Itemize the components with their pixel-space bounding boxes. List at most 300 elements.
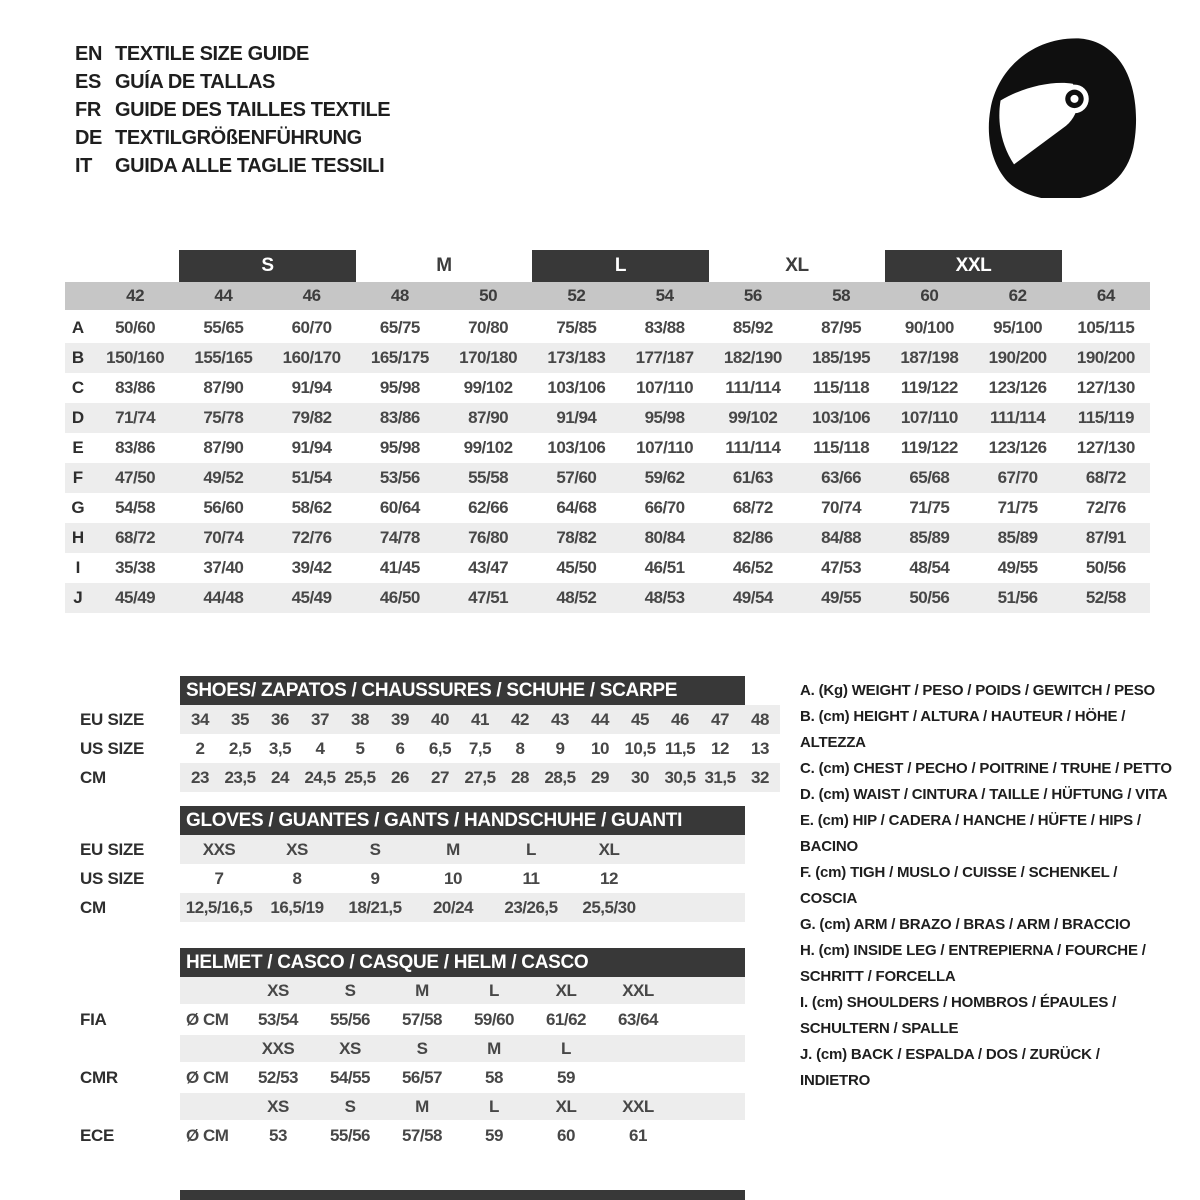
numeric-size-label: 60 xyxy=(920,286,939,305)
size-value: 37/40 xyxy=(203,558,244,577)
legend-item: E. (cm) HIP / CADERA / HANCHE / HÜFTE / HIPS / BACINO xyxy=(800,812,1141,855)
size-value: 71/75 xyxy=(909,498,950,517)
size-value: 46/50 xyxy=(379,588,420,607)
size-value: 40 xyxy=(431,709,449,729)
helmet-size-label: XS xyxy=(267,1096,289,1116)
size-value: 91/94 xyxy=(291,438,332,457)
size-value: 75/78 xyxy=(203,408,244,427)
size-value: 85/89 xyxy=(997,528,1038,547)
numeric-size-label: 46 xyxy=(302,286,321,305)
size-value: 60/70 xyxy=(291,318,332,337)
size-value: 51/54 xyxy=(291,468,332,487)
helmet-size-label: L xyxy=(489,980,499,1000)
row-key: H xyxy=(71,528,85,547)
size-value: 55/58 xyxy=(468,468,509,487)
helmet-size-value: 53/54 xyxy=(257,1009,299,1029)
size-value: L xyxy=(526,839,536,859)
helmet-size-label: M xyxy=(415,1096,429,1116)
size-value: 48/53 xyxy=(644,588,685,607)
table-row-e xyxy=(65,433,1150,463)
legend-item: H. (cm) INSIDE LEG / ENTREPIERNA / FOURCHE / SCHRITT / FORCELLA xyxy=(800,942,1146,985)
helmet-size-label: L xyxy=(561,1038,571,1058)
language-code: DE xyxy=(75,126,102,149)
size-value: 41 xyxy=(471,709,489,729)
row-label: EU SIZE xyxy=(80,839,145,859)
size-value: 63/66 xyxy=(821,468,862,487)
size-value: 43/47 xyxy=(468,558,509,577)
size-value: 49/52 xyxy=(203,468,244,487)
size-value: 45/49 xyxy=(115,588,156,607)
size-value: S xyxy=(369,839,381,859)
size-value: 11 xyxy=(522,868,540,888)
helmet-size-labels xyxy=(180,1093,745,1120)
size-value: 30,5 xyxy=(664,767,696,787)
helmet-size-value: 61/62 xyxy=(545,1009,587,1029)
size-value: 70/80 xyxy=(468,318,509,337)
row-label: US SIZE xyxy=(80,738,145,758)
guide-title: GUÍA DE TALLAS xyxy=(115,70,275,93)
size-value: 90/100 xyxy=(904,318,954,337)
helmet-size-labels xyxy=(180,977,745,1004)
size-value: 44 xyxy=(591,709,609,729)
size-value: 105/115 xyxy=(1077,318,1135,337)
size-value: 68/72 xyxy=(1085,468,1126,487)
language-title-line xyxy=(75,68,390,96)
size-value: 83/88 xyxy=(644,318,685,337)
legend-item: B. (cm) HEIGHT / ALTURA / HAUTEUR / HÖHE / ALTEZZA xyxy=(800,708,1126,751)
legend-item: C. (cm) CHEST / PECHO / POITRINE / TRUHE / PETTO xyxy=(800,760,1172,777)
language-title-line xyxy=(75,96,390,124)
size-value: 119/122 xyxy=(900,378,958,397)
size-value: 18/21,5 xyxy=(348,897,402,917)
size-value: 155/165 xyxy=(194,348,253,367)
size-value: 72/76 xyxy=(291,528,332,547)
size-value: 68/72 xyxy=(732,498,773,517)
helmet-size-row-ece xyxy=(65,1093,785,1120)
size-value: 26 xyxy=(391,767,409,787)
numeric-size-label: 62 xyxy=(1008,286,1027,305)
guide-title: TEXTILGRÖßENFÜHRUNG xyxy=(115,126,362,149)
row-label: EU SIZE xyxy=(80,709,145,729)
size-value: 95/98 xyxy=(644,408,685,427)
size-value: 115/118 xyxy=(813,438,870,457)
size-value: 107/110 xyxy=(636,378,694,397)
numeric-size-label: 44 xyxy=(214,286,233,305)
helmet-value-row-ece xyxy=(65,1120,785,1151)
language-code: ES xyxy=(75,70,101,93)
size-value: 24 xyxy=(271,767,289,787)
size-value: 123/126 xyxy=(988,438,1047,457)
helmet-size-label: XL xyxy=(555,980,577,1000)
helmet-size-row-cmr xyxy=(65,1035,785,1062)
size-value: 99/102 xyxy=(463,378,513,397)
size-value: 111/114 xyxy=(725,438,781,457)
helmet-size-value: 61 xyxy=(629,1125,647,1145)
gloves-section-header: GLOVES / GUANTES / GANTS / HANDSCHUHE / GUANTI xyxy=(180,806,745,835)
row-key: D xyxy=(71,408,85,427)
numeric-size-label: 54 xyxy=(655,286,674,305)
row-values xyxy=(180,893,745,922)
diameter-unit-label: Ø CM xyxy=(186,1067,229,1087)
helmet-size-section xyxy=(65,948,785,1151)
helmet-size-labels xyxy=(180,1035,745,1062)
size-value: 76/80 xyxy=(468,528,509,547)
size-group-l: L xyxy=(532,250,709,282)
size-value: 111/114 xyxy=(725,378,781,397)
numeric-size-band xyxy=(65,282,1150,310)
size-value: 50/60 xyxy=(115,318,156,337)
size-value: 7,5 xyxy=(468,738,492,758)
row-values xyxy=(180,864,745,893)
size-value: 49/54 xyxy=(732,588,773,607)
size-value: 16,5/19 xyxy=(270,897,324,917)
size-value: 177/187 xyxy=(635,348,694,367)
row-key: I xyxy=(75,558,81,577)
size-value: 71/74 xyxy=(115,408,156,427)
size-value: 58/62 xyxy=(291,498,332,517)
legend-item: I. (cm) SHOULDERS / HOMBROS / ÉPAULES / SCHULTERN / SPALLE xyxy=(800,994,1117,1037)
size-value: 66/70 xyxy=(644,498,685,517)
size-value: 71/75 xyxy=(997,498,1038,517)
helmet-size-label: XS xyxy=(267,980,289,1000)
size-value: 28 xyxy=(511,767,529,787)
diameter-unit-label: Ø CM xyxy=(186,1009,229,1029)
size-value: 35 xyxy=(231,709,249,729)
helmet-size-value: 52/53 xyxy=(257,1067,299,1087)
size-value: 61/63 xyxy=(732,468,773,487)
size-value: 51/56 xyxy=(997,588,1038,607)
language-title-line xyxy=(75,40,390,68)
size-value: 95/98 xyxy=(379,378,420,397)
size-value: 34 xyxy=(191,709,209,729)
size-value: 7 xyxy=(214,868,224,888)
size-value: 70/74 xyxy=(821,498,862,517)
size-value: 103/106 xyxy=(547,378,606,397)
size-value: 48/52 xyxy=(556,588,597,607)
helmet-value-row-cmr xyxy=(65,1062,785,1093)
numeric-size-label: 50 xyxy=(479,286,498,305)
size-value: 39/42 xyxy=(291,558,332,577)
size-value: 10 xyxy=(444,868,462,888)
size-value: 45 xyxy=(631,709,649,729)
size-value: 87/90 xyxy=(468,408,509,427)
helmet-size-label: S xyxy=(344,1096,356,1116)
row-key: F xyxy=(72,468,84,487)
size-value: 107/110 xyxy=(900,408,958,427)
size-value: 85/89 xyxy=(909,528,950,547)
row-label: CM xyxy=(80,767,106,787)
textile-measurement-rows xyxy=(65,313,1150,613)
helmet-values xyxy=(180,1120,745,1151)
size-value: 95/100 xyxy=(993,318,1043,337)
size-value: 111/114 xyxy=(990,408,1046,427)
size-value: 65/75 xyxy=(379,318,420,337)
size-value: 25,5/30 xyxy=(582,897,636,917)
numeric-size-label: 64 xyxy=(1096,286,1115,305)
numeric-size-label: 42 xyxy=(126,286,145,305)
helmet-size-label: XXL xyxy=(622,1096,654,1116)
size-value: 91/94 xyxy=(556,408,597,427)
size-value: 119/122 xyxy=(900,438,958,457)
size-value: 87/90 xyxy=(203,378,244,397)
size-value: 29 xyxy=(591,767,609,787)
helmet-size-value: 59/60 xyxy=(473,1009,515,1029)
size-value: 12,5/16,5 xyxy=(185,897,253,917)
size-value: 30 xyxy=(631,767,649,787)
size-value: 150/160 xyxy=(106,348,165,367)
size-row-us-size xyxy=(65,734,785,763)
helmet-values xyxy=(180,1004,745,1035)
size-value: 74/78 xyxy=(379,528,420,547)
size-value: 44/48 xyxy=(203,588,244,607)
size-value: 185/195 xyxy=(812,348,871,367)
size-value: 48 xyxy=(751,709,769,729)
size-value: 57/60 xyxy=(556,468,597,487)
guide-title: GUIDA ALLE TAGLIE TESSILI xyxy=(115,154,385,177)
row-values xyxy=(180,763,780,792)
textile-size-table xyxy=(65,250,1150,613)
numeric-size-label: 48 xyxy=(390,286,409,305)
size-value: 103/106 xyxy=(547,438,606,457)
size-group-header-row xyxy=(65,250,1150,282)
size-value: 12 xyxy=(711,738,729,758)
helmet-size-value: 57/58 xyxy=(401,1125,443,1145)
size-value: 4 xyxy=(315,738,325,758)
size-value: 165/175 xyxy=(370,348,429,367)
size-value: 24,5 xyxy=(304,767,336,787)
size-value: 25,5 xyxy=(344,767,376,787)
size-value: 160/170 xyxy=(282,348,341,367)
helmet-value-row-fia xyxy=(65,1004,785,1035)
row-key: C xyxy=(71,378,85,397)
size-value: 83/86 xyxy=(115,378,156,397)
size-row-cm xyxy=(65,763,785,792)
size-value: 190/200 xyxy=(1076,348,1135,367)
size-value: 28,5 xyxy=(544,767,576,787)
size-value: 9 xyxy=(555,738,565,758)
size-value: 64/68 xyxy=(556,498,597,517)
table-row-a xyxy=(65,313,1150,343)
size-value: XXS xyxy=(202,839,236,859)
size-value: 65/68 xyxy=(909,468,950,487)
size-value: 46 xyxy=(671,709,689,729)
size-value: XL xyxy=(598,839,620,859)
size-value: 85/92 xyxy=(732,318,773,337)
size-value: 50/56 xyxy=(909,588,950,607)
numeric-size-label: 58 xyxy=(832,286,851,305)
size-value: 75/85 xyxy=(556,318,597,337)
size-value: 47/51 xyxy=(468,588,509,607)
row-key: G xyxy=(71,498,85,517)
size-value: 99/102 xyxy=(463,438,513,457)
size-value: 8 xyxy=(515,738,525,758)
helmet-size-row-fia xyxy=(65,977,785,1004)
helmet-size-value: 59 xyxy=(557,1067,575,1087)
size-value: 10,5 xyxy=(624,738,656,758)
size-value: 31,5 xyxy=(704,767,736,787)
size-value: 82/86 xyxy=(732,528,773,547)
size-value: 87/95 xyxy=(821,318,862,337)
language-code: IT xyxy=(75,154,92,177)
size-value: XS xyxy=(286,839,308,859)
helmet-size-value: 59 xyxy=(485,1125,503,1145)
size-value: 78/82 xyxy=(556,528,597,547)
size-value: 48/54 xyxy=(909,558,950,577)
row-values xyxy=(180,734,780,763)
size-value: 38 xyxy=(351,709,369,729)
legend-item: A. (Kg) WEIGHT / PESO / POIDS / GEWITCH / PESO xyxy=(800,682,1155,699)
size-value: 8 xyxy=(292,868,302,888)
language-title-list xyxy=(75,40,390,180)
language-code: FR xyxy=(75,98,101,121)
helmet-size-value: 55/56 xyxy=(329,1125,371,1145)
size-value: 67/70 xyxy=(997,468,1038,487)
legend-item: D. (cm) WAIST / CINTURA / TAILLE / HÜFTUNG / VITA xyxy=(800,786,1168,803)
size-value: 2,5 xyxy=(228,738,252,758)
measurement-legend xyxy=(800,678,1172,1094)
size-value: 87/91 xyxy=(1085,528,1126,547)
size-value: 6,5 xyxy=(428,738,452,758)
size-value: 55/65 xyxy=(203,318,244,337)
size-value: 11,5 xyxy=(664,738,696,758)
size-value: 68/72 xyxy=(115,528,156,547)
numeric-size-label: 56 xyxy=(743,286,762,305)
guide-title: GUIDE DES TAILLES TEXTILE xyxy=(115,98,391,121)
helmet-size-label: S xyxy=(344,980,356,1000)
shoes-size-section xyxy=(65,676,785,792)
table-row-d xyxy=(65,403,1150,433)
size-value: 32 xyxy=(751,767,769,787)
size-value: 6 xyxy=(395,738,405,758)
size-value: 23/26,5 xyxy=(504,897,558,917)
size-value: 107/110 xyxy=(636,438,694,457)
size-value: 115/119 xyxy=(1077,408,1134,427)
helmet-size-label: XL xyxy=(555,1096,577,1116)
helmet-size-value: 54/55 xyxy=(329,1067,371,1087)
size-value: 170/180 xyxy=(459,348,518,367)
language-code: EN xyxy=(75,42,102,65)
row-key: A xyxy=(71,318,85,337)
legend-item: G. (cm) ARM / BRAZO / BRAS / ARM / BRACCIO xyxy=(800,916,1131,933)
size-value: 99/102 xyxy=(728,408,778,427)
size-row-eu-size xyxy=(65,835,785,864)
standard-label: ECE xyxy=(80,1125,115,1145)
size-value: 173/183 xyxy=(547,348,606,367)
table-row-g xyxy=(65,493,1150,523)
size-value: 47 xyxy=(711,709,729,729)
size-value: 39 xyxy=(391,709,409,729)
size-value: 91/94 xyxy=(291,378,332,397)
helmet-size-label: S xyxy=(416,1038,428,1058)
numeric-size-label: 52 xyxy=(567,286,586,305)
size-value: 46/51 xyxy=(644,558,685,577)
size-value: 2 xyxy=(195,738,205,758)
row-values xyxy=(180,705,780,734)
size-value: 23,5 xyxy=(224,767,256,787)
size-value: 5 xyxy=(355,738,365,758)
size-group-m: M xyxy=(436,255,452,276)
size-value: 3,5 xyxy=(268,738,292,758)
size-value: 187/198 xyxy=(900,348,959,367)
size-value: 54/58 xyxy=(115,498,156,517)
row-key: E xyxy=(72,438,84,457)
size-value: 190/200 xyxy=(988,348,1047,367)
shoes-section-header: SHOES/ ZAPATOS / CHAUSSURES / SCHUHE / SCARPE xyxy=(180,676,745,705)
helmet-size-label: XXL xyxy=(622,980,654,1000)
language-title-line xyxy=(75,124,390,152)
table-row-b xyxy=(65,343,1150,373)
size-group-xl: XL xyxy=(785,255,809,276)
size-row-cm xyxy=(65,893,785,922)
size-value: 47/50 xyxy=(115,468,156,487)
size-value: 182/190 xyxy=(723,348,782,367)
helmet-size-label: XS xyxy=(339,1038,361,1058)
helmet-size-value: 57/58 xyxy=(401,1009,443,1029)
size-group-s: S xyxy=(179,250,356,282)
size-row-eu-size xyxy=(65,705,785,734)
helmet-size-value: 60 xyxy=(557,1125,575,1145)
size-value: 80/84 xyxy=(644,528,685,547)
size-value: 83/86 xyxy=(379,408,420,427)
size-value: 72/76 xyxy=(1085,498,1126,517)
size-value: M xyxy=(446,839,460,859)
size-value: 10 xyxy=(591,738,609,758)
size-value: 12 xyxy=(600,868,618,888)
helmet-size-value: 56/57 xyxy=(401,1067,443,1087)
helmet-size-value: 63/64 xyxy=(617,1009,659,1029)
size-value: 53/56 xyxy=(379,468,420,487)
helmet-size-value: 55/56 xyxy=(329,1009,371,1029)
size-value: 43 xyxy=(551,709,569,729)
size-value: 27,5 xyxy=(464,767,496,787)
helmet-size-label: L xyxy=(489,1096,499,1116)
standard-label: CMR xyxy=(80,1067,118,1087)
racing-helmet-icon xyxy=(972,30,1140,198)
size-value: 46/52 xyxy=(732,558,773,577)
helmet-size-label: M xyxy=(487,1038,501,1058)
gloves-size-section xyxy=(65,806,785,922)
table-row-h xyxy=(65,523,1150,553)
standard-label: FIA xyxy=(80,1009,107,1029)
size-value: 87/90 xyxy=(203,438,244,457)
size-value: 35/38 xyxy=(115,558,156,577)
size-value: 60/64 xyxy=(379,498,420,517)
size-value: 56/60 xyxy=(203,498,244,517)
size-value: 84/88 xyxy=(821,528,862,547)
size-value: 13 xyxy=(751,738,769,758)
legend-item: J. (cm) BACK / ESPALDA / DOS / ZURÜCK / INDIETRO xyxy=(800,1046,1100,1089)
size-value: 49/55 xyxy=(821,588,862,607)
size-value: 23 xyxy=(191,767,209,787)
size-value: 103/106 xyxy=(812,408,871,427)
size-value: 115/118 xyxy=(813,378,870,397)
cropped-section-bar xyxy=(180,1190,745,1200)
diameter-unit-label: Ø CM xyxy=(186,1125,229,1145)
size-value: 95/98 xyxy=(379,438,420,457)
size-value: 127/130 xyxy=(1076,438,1135,457)
size-value: 127/130 xyxy=(1076,378,1135,397)
size-value: 123/126 xyxy=(988,378,1047,397)
table-row-i xyxy=(65,553,1150,583)
size-value: 49/55 xyxy=(997,558,1038,577)
size-row-us-size xyxy=(65,864,785,893)
size-value: 9 xyxy=(370,868,380,888)
helmet-section-header: HELMET / CASCO / CASQUE / HELM / CASCO xyxy=(180,948,745,977)
size-value: 45/49 xyxy=(291,588,332,607)
guide-title: TEXTILE SIZE GUIDE xyxy=(115,42,309,65)
row-key: B xyxy=(71,348,85,367)
size-value: 79/82 xyxy=(291,408,332,427)
